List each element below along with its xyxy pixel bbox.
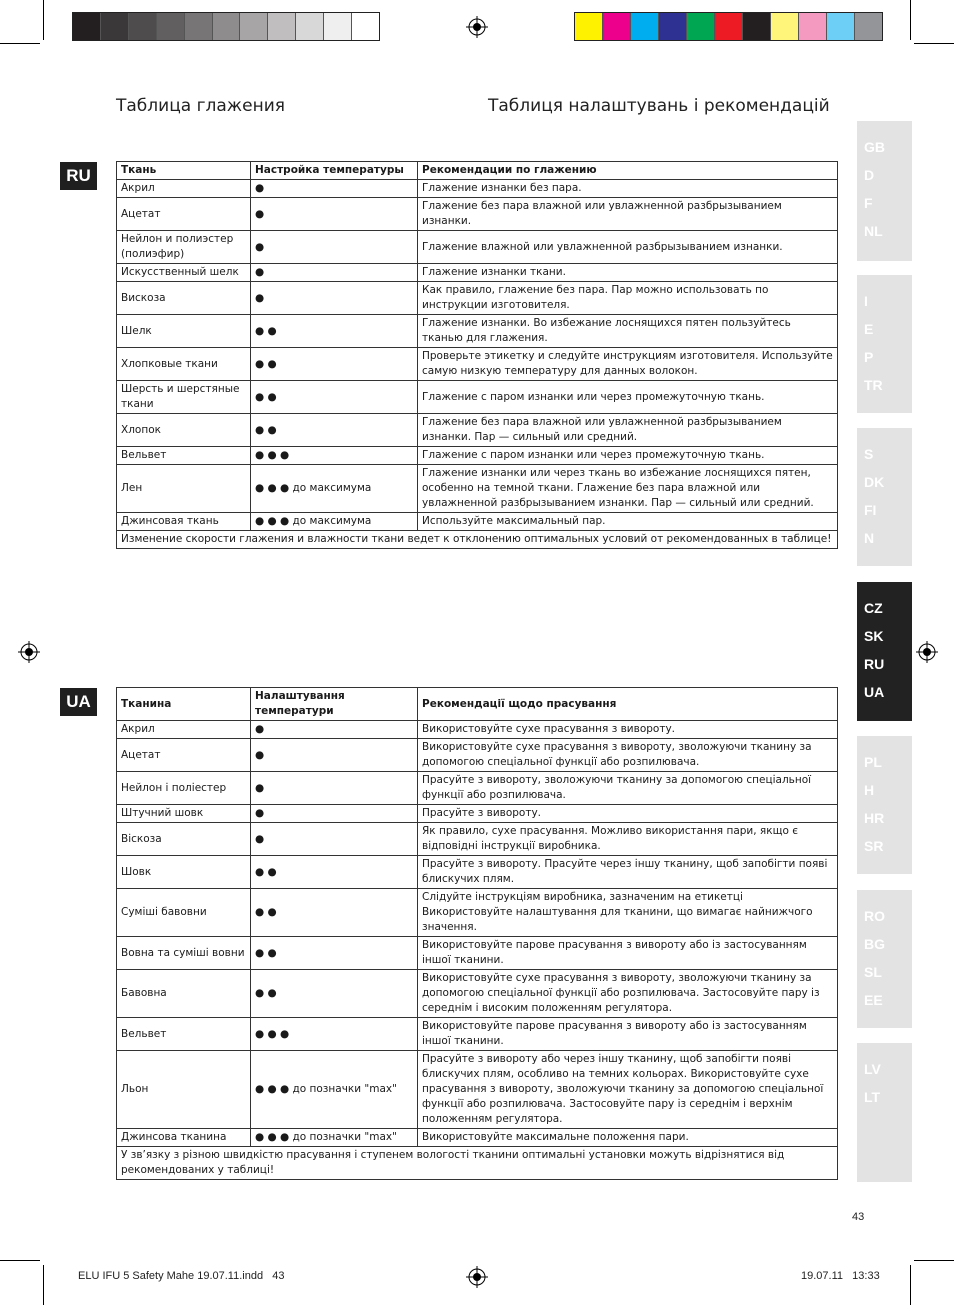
fabric-cell: Искусственный шелк [117, 264, 251, 282]
fabric-cell: Акрил [117, 721, 251, 739]
column-header-recommendation: Рекомендации по глажению [418, 162, 838, 180]
temperature-cell: ● ● [251, 414, 418, 447]
footer-timestamp: 19.07.11 13:33 [801, 1270, 880, 1282]
color-swatch [686, 13, 714, 40]
language-tab-group [857, 121, 912, 261]
language-code-nl: NL [864, 223, 883, 239]
language-code-f: F [864, 195, 873, 211]
language-code-n: N [864, 530, 875, 546]
table-row [117, 937, 838, 970]
recommendation-cell: Використовуйте максимальне положення пари. [418, 1129, 838, 1147]
recommendation-cell: Глажение без пара влажной или увлажненной разбрызыванием изнанки. Пар — сильный или средний. [418, 414, 838, 447]
language-code-d: D [864, 167, 875, 183]
temperature-cell: ● [251, 264, 418, 282]
language-code-e: E [864, 321, 874, 337]
registration-mark-icon [916, 641, 938, 663]
temperature-cell: ● [251, 772, 418, 805]
page-title-ua: Таблиця налаштувань і рекомендацій [488, 96, 830, 116]
recommendation-cell: Глажение влажной или увлажненной разбрызыванием изнанки. [418, 231, 838, 264]
temperature-cell: ● ● [251, 889, 418, 937]
fabric-cell: Ацетат [117, 739, 251, 772]
recommendation-cell: Використовуйте сухе прасування з вивороту, зволожуючи тканину за допомогою спеціальної функції або розпилювача. [418, 739, 838, 772]
color-swatch [798, 13, 826, 40]
table-row [117, 772, 838, 805]
temperature-cell: ● [251, 231, 418, 264]
language-code-dk: DK [864, 474, 885, 490]
table-row [117, 465, 838, 513]
language-tab-group [857, 428, 912, 566]
crop-mark [0, 1260, 40, 1261]
fabric-cell: Вельвет [117, 1018, 251, 1051]
language-code-cz: CZ [864, 600, 883, 616]
column-header-fabric: Ткань [117, 162, 251, 180]
temperature-cell: ● ● ● до максимума [251, 465, 418, 513]
fabric-cell: Штучний шовк [117, 805, 251, 823]
color-swatch [128, 13, 156, 40]
table-row [117, 823, 838, 856]
column-header-temperature: Налаштування температури [251, 688, 418, 721]
color-swatch [73, 13, 100, 40]
fabric-cell: Лен [117, 465, 251, 513]
table-row [117, 447, 838, 465]
fabric-cell: Акрил [117, 180, 251, 198]
table-note-row [117, 1147, 838, 1180]
language-tab-group [857, 890, 912, 1028]
recommendation-cell: Глажение с паром изнанки или через промежуточную ткань. [418, 381, 838, 414]
recommendation-cell: Как правило, глажение без пара. Пар можно использовать по инструкции изготовителя. [418, 282, 838, 315]
crop-mark [43, 0, 44, 40]
fabric-cell: Суміші бавовни [117, 889, 251, 937]
language-code-bg: BG [864, 936, 885, 952]
language-code-sl: SL [864, 964, 882, 980]
column-header-temperature: Настройка температуры [251, 162, 418, 180]
temperature-cell: ● ● [251, 970, 418, 1018]
recommendation-cell: Глажение изнанки или через ткань во избежание лоснящихся пятен, особенно на темной ткани. Глажение без пара влажной или увлажненной разбрызыванием изнанки. Пар — сильный или средний. [418, 465, 838, 513]
grayscale-bar [72, 12, 380, 41]
temperature-cell: ● ● [251, 856, 418, 889]
recommendation-cell: Глажение изнанки без пара. [418, 180, 838, 198]
temperature-cell: ● ● [251, 381, 418, 414]
fabric-cell: Хлопковые ткани [117, 348, 251, 381]
registration-mark-icon [18, 641, 40, 663]
crop-mark [910, 0, 911, 40]
recommendation-cell: Використовуйте парове прасування з вивороту або із застосуванням іншої тканини. [418, 937, 838, 970]
fabric-cell: Віскоза [117, 823, 251, 856]
table-row [117, 1051, 838, 1129]
color-swatch [742, 13, 770, 40]
language-code-ua: UA [864, 684, 885, 700]
table-row [117, 414, 838, 447]
table-row [117, 315, 838, 348]
recommendation-cell: Використовуйте сухе прасування з вивороту, зволожуючи тканину за допомогою спеціальної функції або розпилювача. Застосовуйте пару із середнім і високим положенням регулятора. [418, 970, 838, 1018]
language-code-ro: RO [864, 908, 885, 924]
fabric-cell: Вельвет [117, 447, 251, 465]
temperature-cell: ● [251, 805, 418, 823]
fabric-cell: Нейлон и полиэстер (полиэфир) [117, 231, 251, 264]
temperature-cell: ● ● ● [251, 1018, 418, 1051]
lang-label-ua: UA [60, 688, 97, 716]
recommendation-cell: Используйте максимальный пар. [418, 513, 838, 531]
recommendation-cell: Глажение изнанки ткани. [418, 264, 838, 282]
temperature-cell: ● [251, 721, 418, 739]
temperature-cell: ● [251, 180, 418, 198]
language-code-tr: TR [864, 377, 883, 393]
fabric-cell: Шелк [117, 315, 251, 348]
color-swatch [323, 13, 351, 40]
recommendation-cell: Використовуйте парове прасування з вивороту або із застосуванням іншої тканини. [418, 1018, 838, 1051]
recommendation-cell: Проверьте этикетку и следуйте инструкциям изготовителя. Используйте самую низкую температуру для данных волокон. [418, 348, 838, 381]
language-tab-group [857, 582, 912, 721]
fabric-cell: Джинсова тканина [117, 1129, 251, 1147]
color-swatch [630, 13, 658, 40]
table-row [117, 381, 838, 414]
table-row [117, 282, 838, 315]
table-header-row [117, 688, 838, 721]
temperature-cell: ● ● [251, 348, 418, 381]
color-swatch [770, 13, 798, 40]
table-row [117, 889, 838, 937]
column-header-recommendation: Рекомендації щодо прасування [418, 688, 838, 721]
language-code-ee: EE [864, 992, 883, 1008]
recommendation-cell: Прасуйте з вивороту, зволожуючи тканину за допомогою спеціальної функції або розпилювача. [418, 772, 838, 805]
language-code-ru: RU [864, 656, 885, 672]
recommendation-cell: Глажение с паром изнанки или через промежуточную ткань. [418, 447, 838, 465]
language-code-lv: LV [864, 1061, 881, 1077]
registration-mark-icon [466, 1266, 488, 1288]
temperature-cell: ● ● ● до максимума [251, 513, 418, 531]
table-row [117, 180, 838, 198]
recommendation-cell: Глажение изнанки. Во избежание лоснящихся пятен пользуйтесь тканью для глажения. [418, 315, 838, 348]
color-swatch [854, 13, 882, 40]
fabric-cell: Льон [117, 1051, 251, 1129]
fabric-cell: Шовк [117, 856, 251, 889]
temperature-cell: ● [251, 739, 418, 772]
fabric-cell: Джинсовая ткань [117, 513, 251, 531]
recommendation-cell: Слідуйте інструкціям виробника, зазначеним на етикетці Використовуйте налаштування для тканини, що вимагає найнижчого значення. [418, 889, 838, 937]
color-swatch [184, 13, 212, 40]
temperature-cell: ● ● [251, 315, 418, 348]
color-bar [574, 12, 883, 41]
recommendation-cell: Глажение без пара влажной или увлажненной разбрызыванием изнанки. [418, 198, 838, 231]
color-swatch [658, 13, 686, 40]
recommendation-cell: Прасуйте з вивороту. Прасуйте через іншу тканину, щоб запобігти появі блискучих плям. [418, 856, 838, 889]
table-row [117, 856, 838, 889]
crop-mark [0, 43, 40, 44]
color-swatch [826, 13, 854, 40]
table-row [117, 1129, 838, 1147]
language-code-lt: LT [864, 1089, 881, 1105]
color-swatch [239, 13, 267, 40]
crop-mark [43, 1265, 44, 1305]
table-row [117, 1018, 838, 1051]
crop-mark [914, 43, 954, 44]
temperature-cell: ● [251, 823, 418, 856]
language-code-h: H [864, 782, 875, 798]
table-row [117, 739, 838, 772]
recommendation-cell: Використовуйте сухе прасування з вивороту. [418, 721, 838, 739]
temperature-cell: ● [251, 282, 418, 315]
crop-mark [910, 1265, 911, 1305]
ironing-table-ua [116, 687, 838, 1180]
language-code-fi: FI [864, 502, 877, 518]
recommendation-cell: Прасуйте з вивороту або через іншу тканину, щоб запобігти появі блискучих плям, особливо на темних кольорах. Використовуйте сухе прасування з вивороту, зволожуючи тканину за допомогою спеціальної функції або розпилювача. Застосовуйте пару із середнім і верхнім положенням регулятора. [418, 1051, 838, 1129]
table-row [117, 513, 838, 531]
color-swatch [212, 13, 240, 40]
fabric-cell: Хлопок [117, 414, 251, 447]
fabric-cell: Бавовна [117, 970, 251, 1018]
table-note: У зв’язку з різною швидкістю прасування і ступенем вологості тканини оптимальні установки можуть відрізнятися від рекомендованих у таблиці! [117, 1147, 838, 1180]
fabric-cell: Шерсть и шерстяные ткани [117, 381, 251, 414]
language-tab-group [857, 1043, 912, 1182]
table-row [117, 198, 838, 231]
crop-mark [914, 1260, 954, 1261]
language-code-pl: PL [864, 754, 882, 770]
language-code-s: S [864, 446, 874, 462]
table-row [117, 348, 838, 381]
fabric-cell: Нейлон і поліестер [117, 772, 251, 805]
recommendation-cell: Прасуйте з вивороту. [418, 805, 838, 823]
page-number: 43 [852, 1211, 865, 1223]
temperature-cell: ● ● ● до позначки "max" [251, 1051, 418, 1129]
ironing-table-ru [116, 161, 838, 549]
registration-mark-icon [466, 16, 488, 38]
language-code-i: I [864, 293, 868, 309]
lang-label-ru: RU [60, 162, 97, 190]
table-row [117, 970, 838, 1018]
table-row [117, 805, 838, 823]
color-swatch [100, 13, 128, 40]
color-swatch [602, 13, 630, 40]
color-swatch [267, 13, 295, 40]
footer-file-name: ELU IFU 5 Safety Mahe 19.07.11.indd 43 [78, 1270, 285, 1282]
language-tab-group [857, 275, 912, 413]
color-swatch [351, 13, 379, 40]
temperature-cell: ● ● ● до позначки "max" [251, 1129, 418, 1147]
color-swatch [295, 13, 323, 40]
table-note: Изменение скорости глажения и влажности ткани ведет к отклонению оптимальных условий от рекомендованных в таблице! [117, 531, 838, 549]
recommendation-cell: Як правило, сухе прасування. Можливо використання пари, якщо є відповідні інструкції виробника. [418, 823, 838, 856]
page-title-ru: Таблица глажения [116, 96, 285, 116]
language-tab-group [857, 736, 912, 874]
language-code-gb: GB [864, 139, 885, 155]
color-swatch [156, 13, 184, 40]
table-row [117, 264, 838, 282]
temperature-cell: ● ● ● [251, 447, 418, 465]
table-row [117, 231, 838, 264]
fabric-cell: Ацетат [117, 198, 251, 231]
table-note-row [117, 531, 838, 549]
color-swatch [575, 13, 602, 40]
fabric-cell: Вискоза [117, 282, 251, 315]
language-code-sr: SR [864, 838, 884, 854]
fabric-cell: Вовна та суміші вовни [117, 937, 251, 970]
table-header-row [117, 162, 838, 180]
color-swatch [714, 13, 742, 40]
temperature-cell: ● [251, 198, 418, 231]
language-code-hr: HR [864, 810, 885, 826]
table-row [117, 721, 838, 739]
language-code-sk: SK [864, 628, 884, 644]
column-header-fabric: Тканина [117, 688, 251, 721]
language-code-p: P [864, 349, 874, 365]
temperature-cell: ● ● [251, 937, 418, 970]
